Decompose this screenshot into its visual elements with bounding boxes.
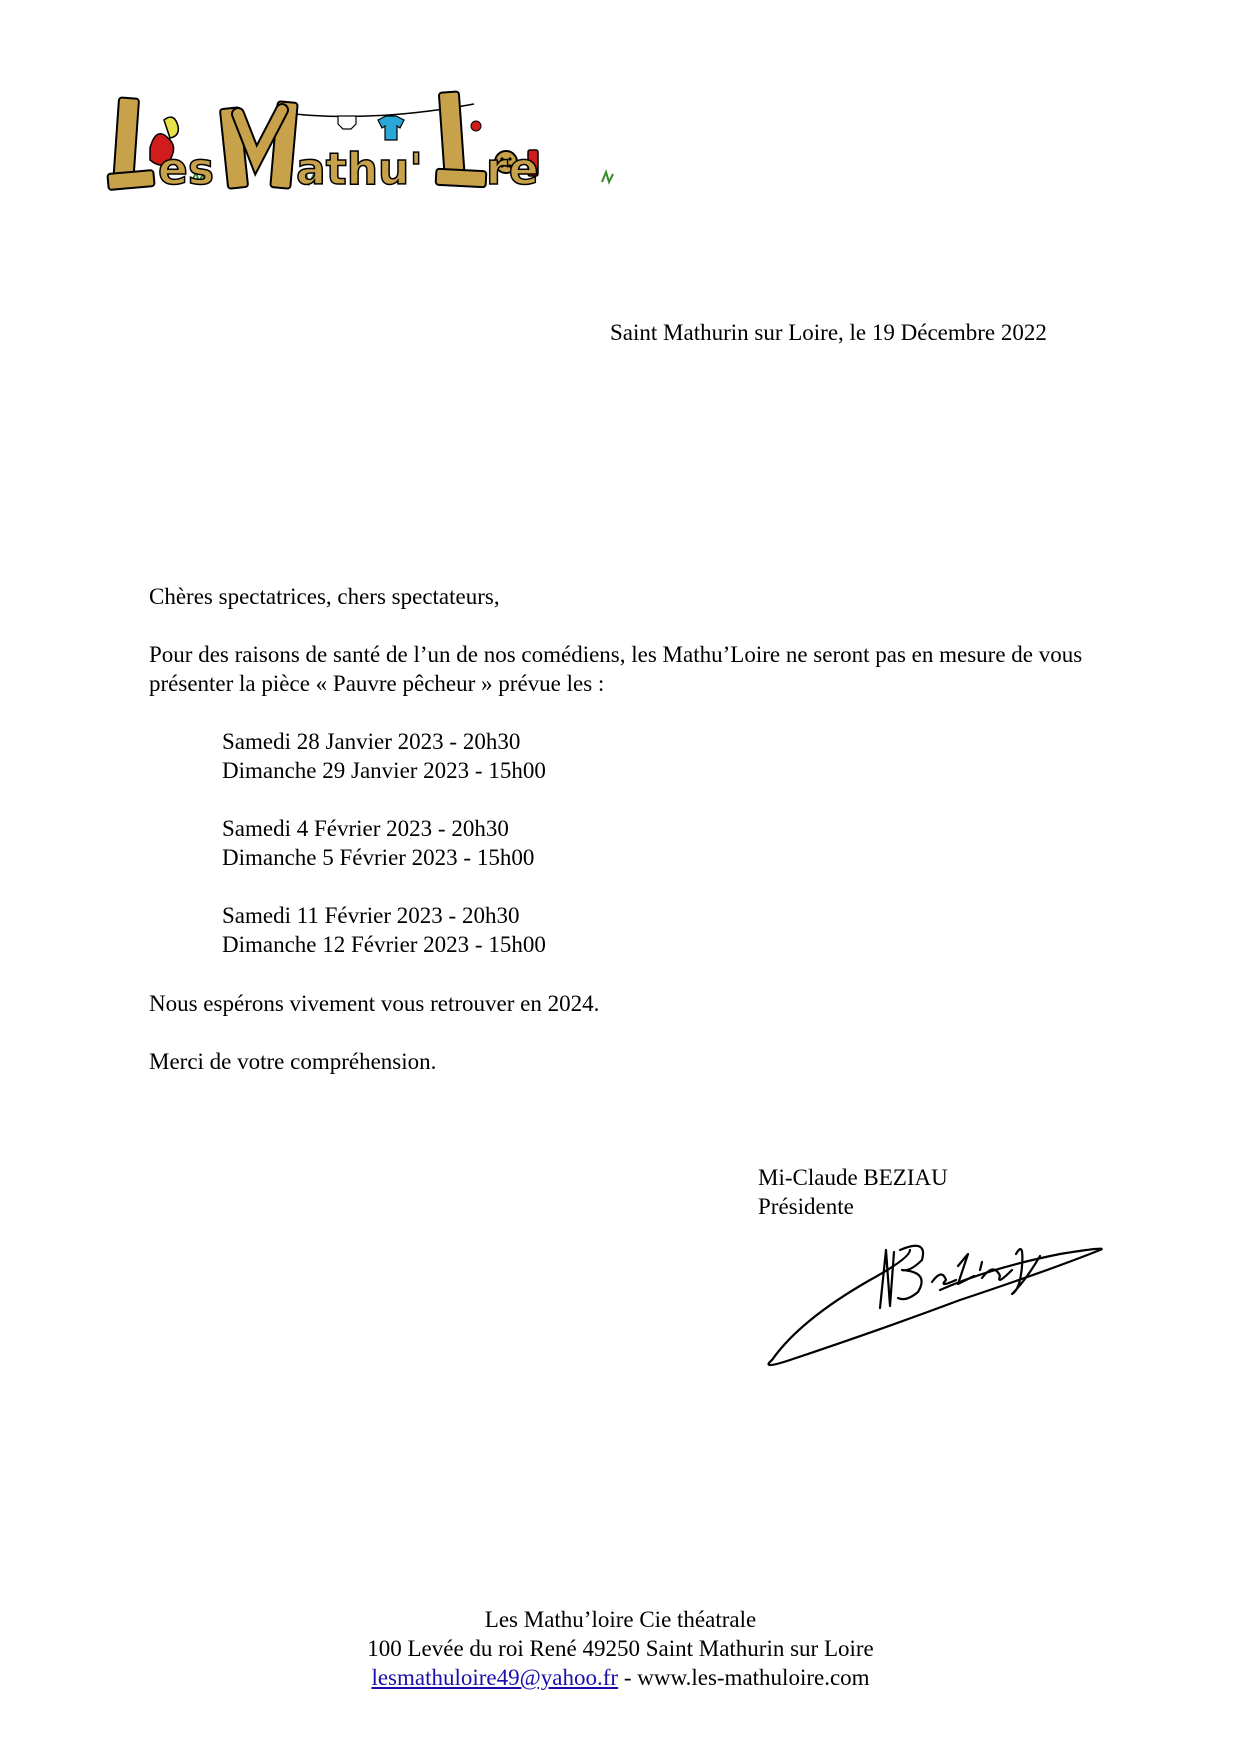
performance-date: Samedi 4 Février 2023 - 20h30 (222, 816, 509, 841)
svg-text:es: es (158, 144, 215, 195)
svg-text:re: re (486, 144, 540, 195)
footer-address: 100 Levée du roi René 49250 Saint Mathurin sur Loire (367, 1636, 874, 1661)
date-group (222, 901, 546, 959)
contact-separator: - (618, 1665, 638, 1690)
signer-title: Présidente (758, 1194, 854, 1219)
letter-date: Saint Mathurin sur Loire, le 19 Décembre 2022 (610, 320, 1047, 345)
signer-name: Mi-Claude BEZIAU (758, 1165, 948, 1190)
svg-text:athu': athu' (296, 144, 423, 195)
company-logo (106, 90, 620, 200)
letter-thanks: Merci de votre compréhension. (149, 1049, 437, 1074)
website-text: www.les-mathuloire.com (637, 1665, 870, 1690)
date-group (222, 727, 546, 785)
letter-hope: Nous espérons vivement vous retrouver en 2024. (149, 991, 600, 1016)
email-link[interactable]: lesmathuloire49@yahoo.fr (371, 1665, 619, 1690)
handwritten-signature (760, 1210, 1120, 1375)
footer-organization: Les Mathu’loire Cie théatrale (484, 1607, 757, 1632)
performance-date: Dimanche 12 Février 2023 - 15h00 (222, 932, 546, 957)
footer-contact (0, 1663, 1241, 1692)
letter-footer (0, 1605, 1241, 1692)
performance-date: Samedi 11 Février 2023 - 20h30 (222, 903, 520, 928)
date-group (222, 814, 546, 872)
letter-greeting: Chères spectatrices, chers spectateurs, (149, 584, 500, 609)
performance-date: Dimanche 29 Janvier 2023 - 15h00 (222, 758, 546, 783)
performance-date: Dimanche 5 Février 2023 - 15h00 (222, 845, 535, 870)
performance-date: Samedi 28 Janvier 2023 - 20h30 (222, 729, 521, 754)
letter-intro: Pour des raisons de santé de l’un de nos comédiens, les Mathu’Loire ne seront pas en mesure de vous présenter la pièce « Pauvre pêcheur » prévue les : (149, 642, 1083, 696)
performance-dates (222, 727, 546, 988)
